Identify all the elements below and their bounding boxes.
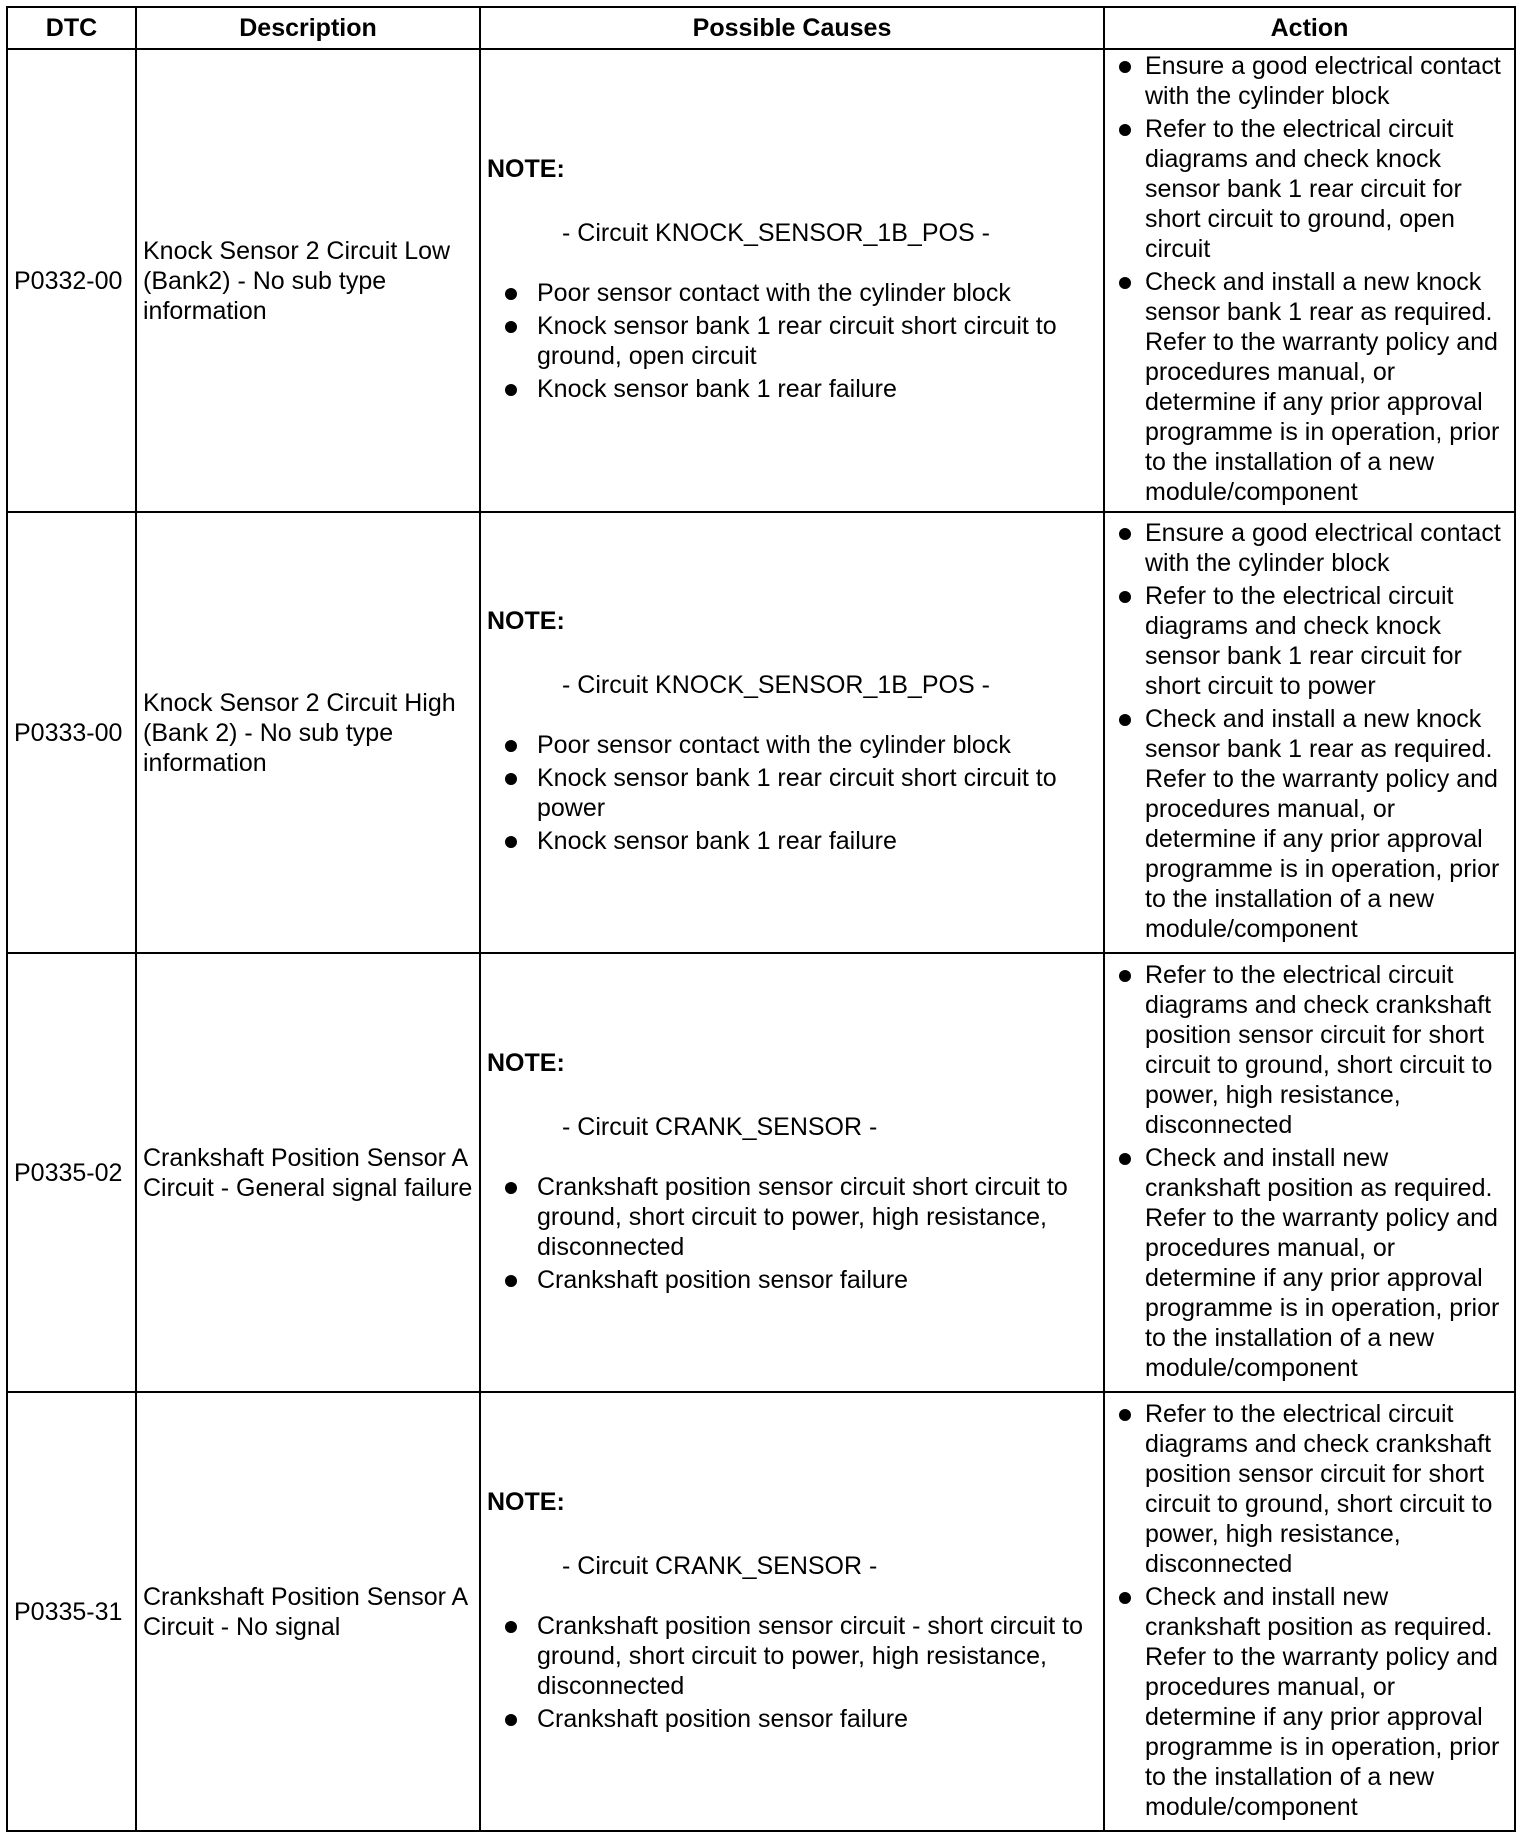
list-item: Check and install a new knock sensor bank 1 rear as required. Refer to the warranty policy and procedures manual, or determine if any prior approval programme is in operation, prior to the installation of a new module/component [1111, 267, 1510, 507]
causes-list [487, 1172, 1097, 1295]
table-row [7, 49, 1515, 512]
list-item: Knock sensor bank 1 rear circuit short circuit to power [487, 763, 1097, 823]
list-item: Ensure a good electrical contact with the cylinder block [1111, 518, 1510, 578]
circuit-name: - Circuit KNOCK_SENSOR_1B_POS - [562, 671, 990, 700]
list-item: Crankshaft position sensor failure [487, 1265, 1097, 1295]
note-label: NOTE: [487, 607, 565, 636]
list-item: Crankshaft position sensor circuit short circuit to ground, short circuit to power, high resistance, disconnected [487, 1172, 1097, 1262]
table-row [7, 1392, 1515, 1831]
list-item: Refer to the electrical circuit diagrams and check knock sensor bank 1 rear circuit for short circuit to power [1111, 581, 1510, 701]
causes-list [487, 730, 1097, 856]
circuit-name: - Circuit CRANK_SENSOR - [562, 1551, 878, 1580]
table-row [7, 512, 1515, 953]
list-item: Poor sensor contact with the cylinder block [487, 278, 1097, 308]
list-item: Crankshaft position sensor failure [487, 1704, 1097, 1734]
table-row [7, 953, 1515, 1392]
action-list [1111, 51, 1510, 507]
list-item: Ensure a good electrical contact with the cylinder block [1111, 51, 1510, 111]
list-item: Refer to the electrical circuit diagrams and check crankshaft position sensor circuit for short circuit to ground, short circuit to power, high resistance, disconnected [1111, 960, 1510, 1140]
action [1104, 1392, 1515, 1831]
action [1104, 49, 1515, 512]
note-label: NOTE: [487, 1487, 565, 1516]
causes-list [487, 278, 1097, 404]
description-text: Knock Sensor 2 Circuit High (Bank 2) - No sub type information [136, 512, 480, 953]
list-item: Check and install a new knock sensor bank 1 rear as required. Refer to the warranty policy and procedures manual, or determine if any prior approval programme is in operation, prior to the installation of a new module/component [1111, 704, 1510, 944]
list-item: Refer to the electrical circuit diagrams and check crankshaft position sensor circuit for short circuit to ground, short circuit to power, high resistance, disconnected [1111, 1399, 1510, 1579]
header-action: Action [1104, 7, 1515, 49]
note-label: NOTE: [487, 155, 565, 184]
dtc-code: P0332-00 [7, 49, 136, 512]
action [1104, 953, 1515, 1392]
dtc-code: P0333-00 [7, 512, 136, 953]
circuit-name: - Circuit KNOCK_SENSOR_1B_POS - [562, 219, 990, 248]
action [1104, 512, 1515, 953]
list-item: Refer to the electrical circuit diagrams and check knock sensor bank 1 rear circuit for short circuit to ground, open circuit [1111, 114, 1510, 264]
dtc-table [6, 6, 1516, 1832]
possible-causes [480, 1392, 1104, 1831]
description-text: Crankshaft Position Sensor A Circuit - General signal failure [136, 953, 480, 1392]
header-possible-causes: Possible Causes [480, 7, 1104, 49]
header-row [7, 7, 1515, 49]
description-text: Knock Sensor 2 Circuit Low (Bank2) - No sub type information [136, 49, 480, 512]
header-dtc: DTC [7, 7, 136, 49]
circuit-name: - Circuit CRANK_SENSOR - [562, 1112, 878, 1141]
list-item: Crankshaft position sensor circuit - short circuit to ground, short circuit to power, high resistance, disconnected [487, 1611, 1097, 1701]
list-item: Knock sensor bank 1 rear failure [487, 374, 1097, 404]
list-item: Knock sensor bank 1 rear failure [487, 826, 1097, 856]
list-item: Check and install new crankshaft position as required. Refer to the warranty policy and procedures manual, or determine if any prior approval programme is in operation, prior to the installation of a new module/component [1111, 1143, 1510, 1383]
note-label: NOTE: [487, 1048, 565, 1077]
dtc-code: P0335-02 [7, 953, 136, 1392]
dtc-code: P0335-31 [7, 1392, 136, 1831]
header-description: Description [136, 7, 480, 49]
action-list [1111, 960, 1510, 1383]
list-item: Poor sensor contact with the cylinder block [487, 730, 1097, 760]
list-item: Knock sensor bank 1 rear circuit short circuit to ground, open circuit [487, 311, 1097, 371]
description-text: Crankshaft Position Sensor A Circuit - No signal [136, 1392, 480, 1831]
list-item: Check and install new crankshaft position as required. Refer to the warranty policy and procedures manual, or determine if any prior approval programme is in operation, prior to the installation of a new module/component [1111, 1582, 1510, 1822]
possible-causes [480, 953, 1104, 1392]
possible-causes [480, 512, 1104, 953]
possible-causes [480, 49, 1104, 512]
causes-list [487, 1611, 1097, 1734]
action-list [1111, 518, 1510, 944]
action-list [1111, 1399, 1510, 1822]
